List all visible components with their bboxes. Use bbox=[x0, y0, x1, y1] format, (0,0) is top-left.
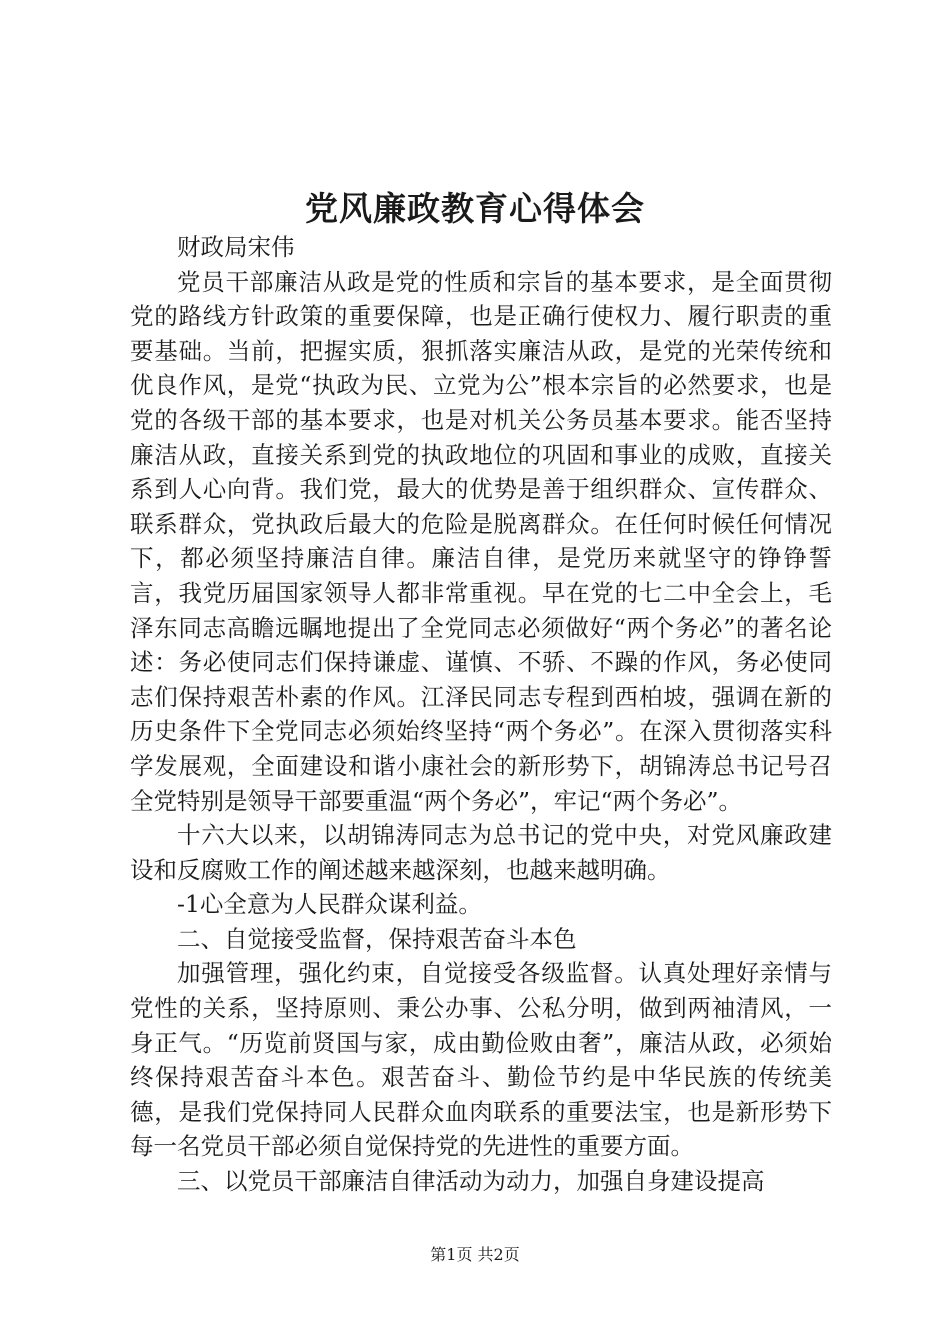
document-title: 党风廉政教育心得体会 bbox=[305, 189, 645, 228]
paragraph-4: 加强管理，强化约束，自觉接受各级监督。认真处理好亲情与党性的关系，坚持原则、秉公办事、公私分明，做到两袖清风，一身正气。“历览前贤国与家，成由勤俭败由奢”，廉洁从政，必须始终保持艰苦奋斗本色。艰苦奋斗、勤俭节约是中华民族的传统美德，是我们党保持同人民群众血肉联系的重要法宝，也是新形势下每一名党员干部必须自觉保持党的先进性的重要方面。 bbox=[130, 959, 832, 1161]
document-body bbox=[130, 230, 832, 1199]
section-heading-2: 二、自觉接受监督，保持艰苦奋斗本色 bbox=[177, 924, 577, 953]
page-footer: 第1页 共2页 bbox=[430, 1245, 520, 1264]
section-heading-3: 三、以党员干部廉洁自律活动为动力，加强自身建设提高 bbox=[177, 1167, 765, 1196]
paragraph-1: 党员干部廉洁从政是党的性质和宗旨的基本要求，是全面贯彻党的路线方针政策的重要保障，也是正确行使权力、履行职责的重要基础。当前，把握实质，狠抓落实廉洁从政，是党的光荣传统和优良作风，是党“执政为民、立党为公”根本宗旨的必然要求，也是党的各级干部的基本要求，也是对机关公务员基本要求。能否坚持廉洁从政，直接关系到党的执政地位的巩固和事业的成败，直接关系到人心向背。我们党，最大的优势是善于组织群众、宣传群众、联系群众，党执政后最大的危险是脱离群众。在任何时候任何情况下，都必须坚持廉洁自律。廉洁自律，是党历来就坚守的铮铮誓言，我党历届国家领导人都非常重视。早在党的七二中全会上，毛泽东同志高瞻远瞩地提出了全党同志必须做好“两个务必”的著名论述：务必使同志们保持谦虚、谨慎、不骄、不躁的作风，务必使同志们保持艰苦朴素的作风。江泽民同志专程到西柏坡，强调在新的历史条件下全党同志必须始终坚持“两个务必”。在深入贯彻落实科学发展观，全面建设和谐小康社会的新形势下，胡锦涛总书记号召全党特别是领导干部要重温“两个务必”，牢记“两个务必”。 bbox=[130, 267, 832, 815]
paragraph-3: -1心全意为人民群众谋利益。 bbox=[177, 890, 482, 919]
author-line: 财政局宋伟 bbox=[177, 233, 295, 261]
paragraph-2: 十六大以来，以胡锦涛同志为总书记的党中央，对党风廉政建设和反腐败工作的阐述越来越深刻，也越来越明确。 bbox=[130, 821, 832, 884]
